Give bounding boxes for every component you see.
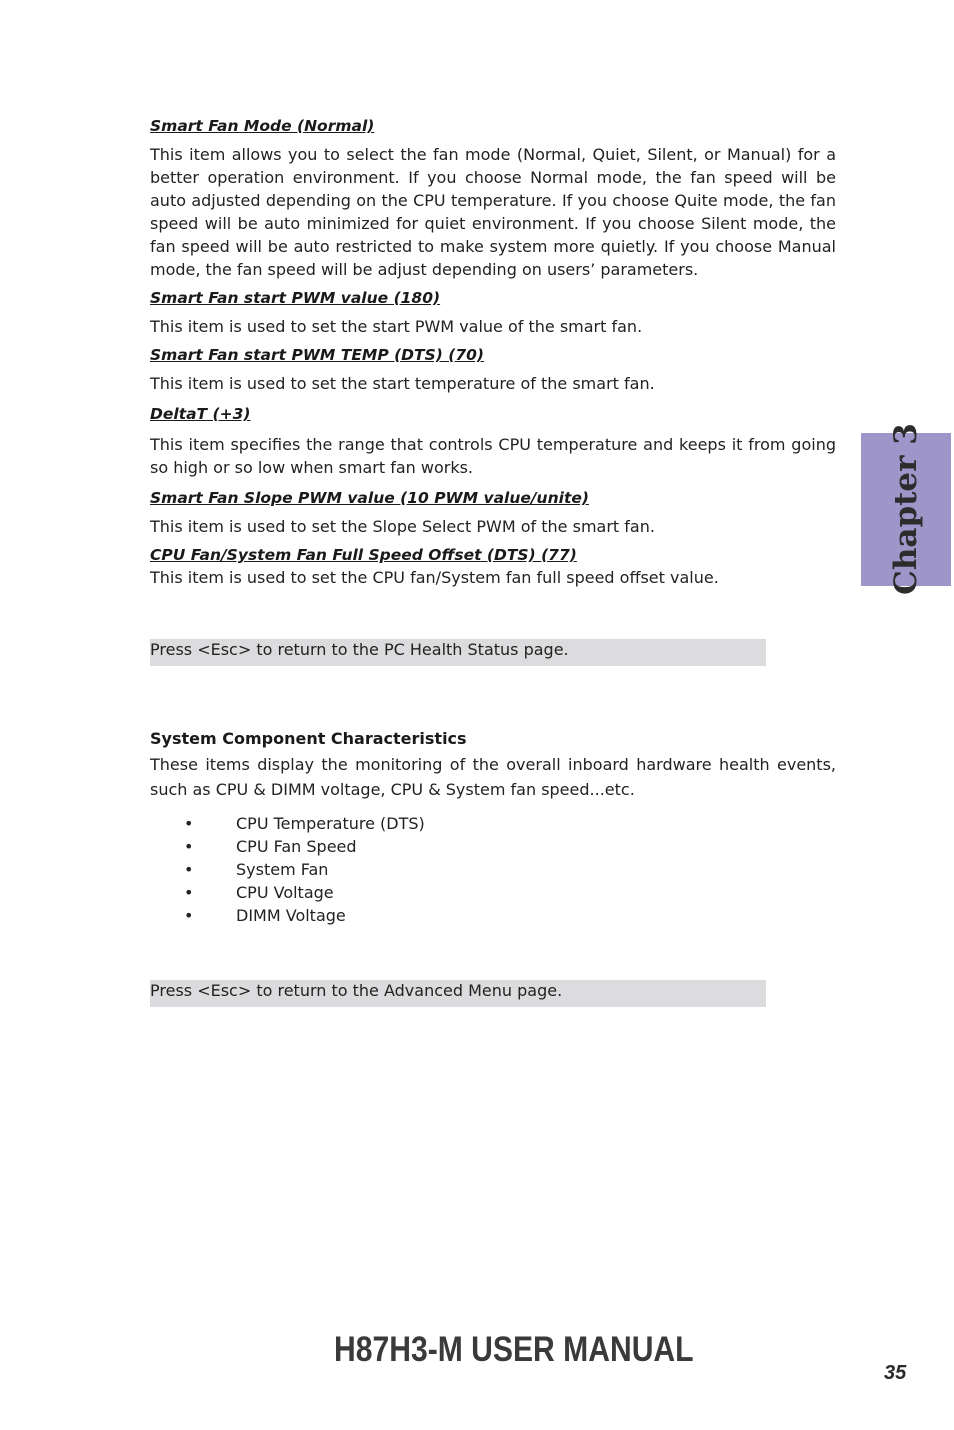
list-item-label: System Fan: [236, 860, 329, 879]
heading-deltat: DeltaT (+3): [150, 405, 251, 423]
list-item-label: CPU Temperature (DTS): [236, 814, 425, 833]
bullet-icon: •: [184, 883, 194, 902]
bullet-icon: •: [184, 837, 194, 856]
system-component-list: [150, 812, 836, 927]
text-slope-pwm: This item is used to set the Slope Select PWM of the smart fan.: [150, 517, 655, 536]
heading-smart-fan-mode: Smart Fan Mode (Normal): [150, 117, 375, 135]
bullet-icon: •: [184, 860, 194, 879]
list-item: [150, 904, 836, 927]
heading-slope-pwm: Smart Fan Slope PWM value (10 PWM value/unite): [150, 489, 589, 507]
heading-start-pwm-value: Smart Fan start PWM value (180): [150, 289, 441, 307]
system-component-text: These items display the monitoring of the overall inboard hardware health events, such as CPU & DIMM voltage, CPU & System fan speed...etc.: [150, 755, 836, 799]
chapter-tab: [861, 423, 951, 595]
text-start-pwm-temp: This item is used to set the start temperature of the smart fan.: [150, 374, 655, 393]
list-item: [150, 858, 836, 881]
list-item-label: DIMM Voltage: [236, 906, 346, 925]
note-pc-health-status: Press <Esc> to return to the PC Health Status page.: [150, 639, 766, 666]
heading-full-speed-offset: CPU Fan/System Fan Full Speed Offset (DTS) (77): [150, 546, 577, 564]
text-deltat: This item specifies the range that controls CPU temperature and keeps it from going so high or so low when smart fan works.: [150, 435, 836, 477]
bullet-icon: •: [184, 814, 194, 833]
page-content: [150, 115, 836, 1007]
list-item: [150, 881, 836, 904]
heading-start-pwm-temp: Smart Fan start PWM TEMP (DTS) (70): [150, 346, 484, 364]
list-item: [150, 835, 836, 858]
list-item: [150, 812, 836, 835]
manual-title: H87H3-M USER MANUAL: [334, 1330, 694, 1369]
list-item-label: CPU Fan Speed: [236, 837, 357, 856]
note-advanced-menu: Press <Esc> to return to the Advanced Menu page.: [150, 980, 766, 1007]
system-component-title: System Component Characteristics: [150, 729, 467, 748]
text-smart-fan-mode: This item allows you to select the fan mode (Normal, Quiet, Silent, or Manual) for a better operation environment. If you choose Normal mode, the fan speed will be auto adjusted depending on the CPU temperature. If you choose Quite mode, the fan speed will be auto minimized for quiet environment. If you choose Silent mode, the fan speed will be auto restricted to make system more quietly. If you choose Manual mode, the fan speed will be adjust depending on users’ parameters.: [150, 145, 836, 279]
bullet-icon: •: [184, 906, 194, 925]
text-full-speed-offset: This item is used to set the CPU fan/System fan full speed offset value.: [150, 568, 719, 587]
page-number: 35: [884, 1362, 907, 1384]
chapter-label: Chapter 3: [888, 423, 924, 595]
list-item-label: CPU Voltage: [236, 883, 334, 902]
text-start-pwm-value: This item is used to set the start PWM value of the smart fan.: [150, 317, 643, 336]
